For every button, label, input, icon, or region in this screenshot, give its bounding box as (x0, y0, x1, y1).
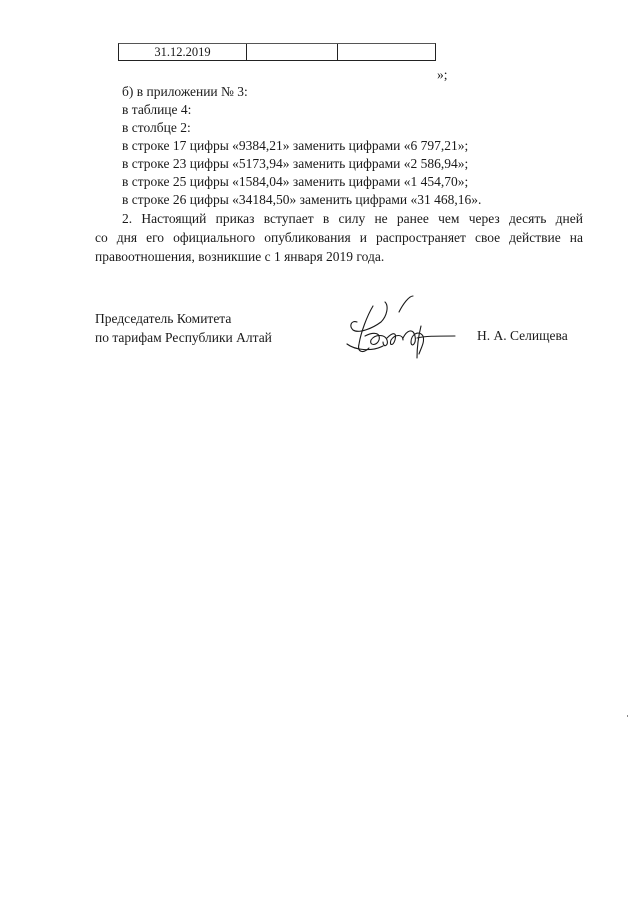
paragraph-2-line: 2. Настоящий приказ вступает в силу не ранее чем через десять дней (122, 211, 583, 226)
amendment-row: в строке 26 цифры «34184,50» заменить цифрами «31 468,16». (122, 192, 482, 207)
amendments-block (122, 83, 584, 209)
amendment-item-b: б) в приложении № 3: (122, 84, 248, 99)
table-fragment (118, 43, 436, 61)
paragraph-2-line: со дня его официального опубликования и распространяет свое действие на (95, 230, 583, 245)
amendment-table: в таблице 4: (122, 102, 192, 117)
table-cell-empty (247, 44, 338, 60)
signatory-position (95, 309, 272, 347)
amendment-column: в столбце 2: (122, 120, 191, 135)
signer-name: Н. А. Селищева (477, 328, 568, 343)
paragraph-2-line: правоотношения, возникшие с 1 января 2019 года. (95, 249, 385, 264)
handwritten-signature (343, 292, 461, 370)
table-cell-empty (338, 44, 435, 60)
position-line: по тарифам Республики Алтай (95, 330, 272, 345)
amendment-row: в строке 17 цифры «9384,21» заменить цифрами «6 797,21»; (122, 138, 469, 153)
paragraph-2 (95, 209, 583, 266)
scan-speck (627, 715, 628, 717)
table-cell-date: 31.12.2019 (119, 44, 247, 60)
amendment-row: в строке 23 цифры «5173,94» заменить цифрами «2 586,94»; (122, 156, 469, 171)
closing-quote: »; (437, 67, 448, 82)
position-line: Председатель Комитета (95, 311, 232, 326)
amendment-row: в строке 25 цифры «1584,04» заменить цифрами «1 454,70»; (122, 174, 469, 189)
